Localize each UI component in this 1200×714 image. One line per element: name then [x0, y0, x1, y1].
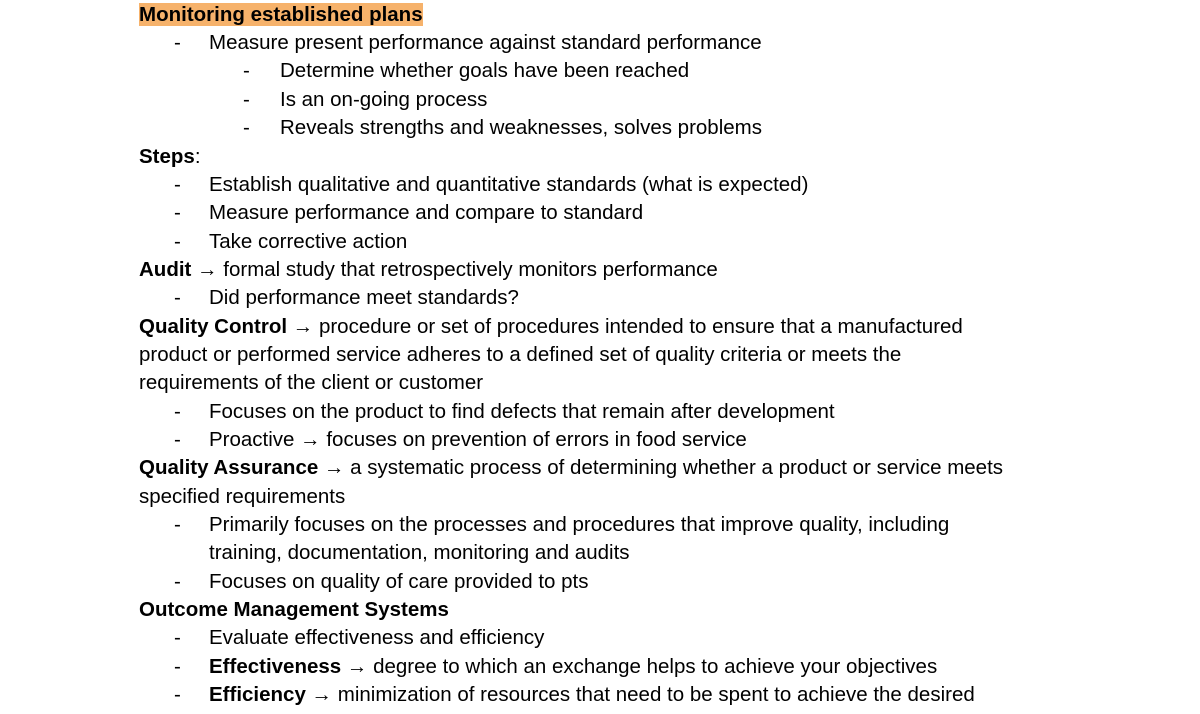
- bullet-dash: -: [174, 400, 181, 423]
- efficiency-term: Efficiency: [209, 683, 306, 706]
- list-item-text: [209, 681, 975, 709]
- qa-term: Quality Assurance: [139, 456, 319, 479]
- qc-def-1: → procedure or set of procedures intended to ensure that a manufactured: [287, 315, 963, 338]
- qa-definition-line-2: [139, 483, 345, 511]
- bullet-dash: -: [174, 286, 181, 309]
- bullet-dash: -: [174, 31, 181, 54]
- efficiency-def: → minimization of resources that need to be spent to achieve the desired: [305, 683, 975, 706]
- list-item-text: Did performance meet standards?: [209, 286, 519, 309]
- qc-def-3: requirements of the client or customer: [139, 371, 484, 394]
- qa-definition-line-1: [139, 454, 1003, 482]
- qa-def-1: → a systematic process of determining whether a product or service meets: [318, 456, 1004, 479]
- bullet-dash: -: [174, 626, 181, 649]
- bullet-dash: -: [174, 173, 181, 196]
- steps-colon: :: [194, 145, 201, 168]
- qc-definition-line-1: [139, 313, 963, 341]
- qc-term: Quality Control: [139, 315, 288, 338]
- list-item-text: Is an on-going process: [280, 88, 488, 111]
- section-heading-monitoring: [139, 1, 423, 29]
- bullet-dash: -: [243, 88, 250, 111]
- list-item-text: Focuses on quality of care provided to pts: [209, 570, 589, 593]
- bullet-dash: -: [174, 570, 181, 593]
- qc-definition-line-2: [139, 341, 901, 369]
- highlighted-heading: Monitoring established plans: [139, 3, 423, 26]
- bullet-dash: -: [174, 683, 181, 706]
- audit-definition: [139, 256, 718, 284]
- list-item-text: Take corrective action: [209, 230, 408, 253]
- bullet-dash: -: [174, 230, 181, 253]
- list-item-text: Establish qualitative and quantitative standards (what is expected): [209, 173, 809, 196]
- audit-def: → formal study that retrospectively monitors performance: [191, 258, 718, 281]
- qa-def-2: specified requirements: [139, 485, 346, 508]
- bullet-dash: -: [243, 116, 250, 139]
- qc-def-2: product or performed service adheres to a defined set of quality criteria or meets the: [139, 343, 902, 366]
- bullet-dash: -: [174, 201, 181, 224]
- list-item-text: Evaluate effectiveness and efficiency: [209, 626, 545, 649]
- oms-heading-text: Outcome Management Systems: [139, 598, 449, 621]
- effectiveness-term: Effectiveness: [209, 655, 342, 678]
- list-item-text: [209, 653, 937, 681]
- list-item-text: Determine whether goals have been reached: [280, 59, 690, 82]
- bullet-dash: -: [174, 513, 181, 536]
- list-item-text: Measure present performance against standard performance: [209, 31, 762, 54]
- audit-term: Audit: [139, 258, 192, 281]
- list-item-text: Measure performance and compare to standard: [209, 201, 644, 224]
- list-item-text: Focuses on the product to find defects that remain after development: [209, 400, 835, 423]
- bullet-dash: -: [174, 428, 181, 451]
- list-item-continuation: training, documentation, monitoring and audits: [209, 541, 630, 564]
- list-item-text: Primarily focuses on the processes and procedures that improve quality, including: [209, 513, 950, 536]
- list-item-text: Reveals strengths and weaknesses, solves problems: [280, 116, 762, 139]
- bullet-dash: -: [174, 655, 181, 678]
- bullet-dash: -: [243, 59, 250, 82]
- oms-heading: [139, 596, 449, 624]
- steps-term: Steps: [139, 145, 195, 168]
- steps-heading: [139, 143, 201, 171]
- list-item-text: Proactive → focuses on prevention of errors in food service: [209, 428, 747, 451]
- qc-definition-line-3: [139, 369, 483, 397]
- effectiveness-def: → degree to which an exchange helps to achieve your objectives: [341, 655, 938, 678]
